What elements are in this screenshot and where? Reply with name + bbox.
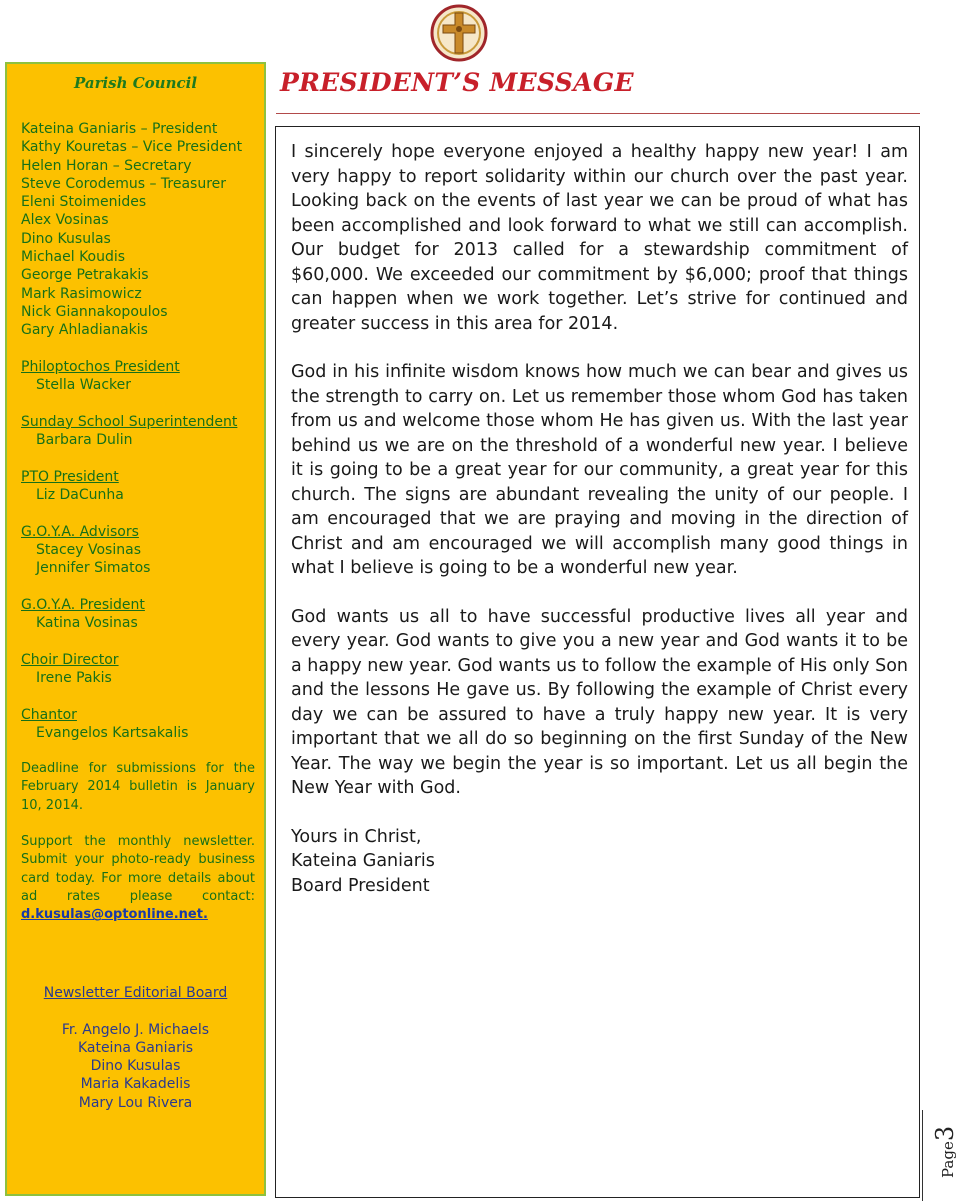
sidebar-title: Parish Council	[73, 74, 198, 92]
group-member: Katina Vosinas	[36, 615, 138, 632]
council-member: Kathy Kouretas – Vice President	[21, 139, 243, 156]
group-title: G.O.Y.A. Advisors	[21, 523, 139, 540]
council-member: Steve Corodemus – Treasurer	[21, 175, 227, 192]
page-title: PRESIDENT’S MESSAGE	[280, 68, 634, 97]
group-member: Evangelos Kartsakalis	[36, 724, 189, 741]
group-member: Jennifer Simatos	[36, 560, 151, 577]
page-word: Page	[939, 1141, 957, 1178]
sunday-school-group	[21, 413, 255, 450]
goya-advisors-group	[21, 523, 255, 578]
group-member: Stella Wacker	[36, 377, 131, 394]
group-title: Philoptochos President	[21, 358, 180, 375]
group-member: Irene Pakis	[36, 669, 112, 686]
council-member: Dino Kusulas	[21, 230, 111, 247]
group-title: Sunday School Superintendent	[21, 413, 238, 430]
council-list	[21, 120, 255, 340]
pto-group	[21, 468, 255, 505]
council-member: Eleni Stoimenides	[21, 194, 147, 211]
group-title: Choir Director	[21, 651, 119, 668]
group-title: PTO President	[21, 468, 119, 485]
signature-line: Kateina Ganiaris	[291, 851, 435, 871]
editorial-member: Dino Kusulas	[90, 1058, 181, 1075]
choir-group	[21, 651, 255, 688]
parish-council-sidebar	[5, 62, 266, 1196]
council-member: Michael Koudis	[21, 249, 126, 266]
editorial-board	[7, 984, 264, 1112]
group-member: Barbara Dulin	[36, 432, 133, 449]
signature-line: Yours in Christ,	[291, 826, 422, 847]
signature-line: Board President	[291, 875, 430, 896]
council-member: Alex Vosinas	[21, 212, 109, 229]
message-paragraph: God in his infinite wisdom knows how much we can bear and gives us the strength to carry on. Let us remember those whom God has taken from us and welcome those whom He has given us. With the last year behind us we are on the threshold of a wonderful new year. I believe it is going to be a great year for our community, a great year for this church. The signs are abundant revealing the unity of our people. I am encouraged that we are praying and moving in the direction of Christ and am encouraged we will accomplish many good things in what I believe is going to be a wonderful new year.	[291, 362, 908, 578]
group-title: Chantor	[21, 706, 77, 723]
title-divider	[276, 113, 920, 114]
council-member: Nick Giannakopoulos	[21, 303, 168, 320]
editorial-title: Newsletter Editorial Board	[43, 985, 228, 1001]
deadline-note: Deadline for submissions for the February 2014 bulletin is January 10, 2014.	[21, 761, 255, 813]
support-text: Support the monthly newsletter. Submit your photo-ready business card today. For more details about ad rates please contact:	[21, 833, 255, 904]
council-member: Gary Ahladianakis	[21, 322, 148, 339]
cross-emblem-icon	[430, 4, 488, 62]
signature	[291, 825, 908, 899]
chantor-group	[21, 706, 255, 743]
philoptochos-group	[21, 358, 255, 395]
council-member: Kateina Ganiaris – President	[21, 121, 218, 137]
editorial-member: Fr. Angelo J. Michaels	[61, 1021, 210, 1038]
page-number: 3	[931, 1125, 959, 1142]
support-email-link[interactable]: d.kusulas@optonline.net.	[21, 907, 208, 923]
goya-president-group	[21, 596, 255, 633]
editorial-member: Maria Kakadelis	[80, 1076, 191, 1093]
group-member: Liz DaCunha	[36, 486, 124, 503]
group-title: G.O.Y.A. President	[21, 596, 145, 613]
support-note	[21, 833, 255, 924]
message-box	[275, 126, 920, 1198]
council-member: Mark Rasimowicz	[21, 285, 142, 302]
council-member: Helen Horan – Secretary	[21, 157, 192, 174]
group-member: Stacey Vosinas	[36, 541, 141, 558]
page-number-label	[931, 1125, 960, 1178]
message-paragraph: I sincerely hope everyone enjoyed a healthy happy new year! I am very happy to report solidarity within our church over the past year. Looking back on the events of last year we can be proud of what has been accomplished and look forward to what we still can accomplish. Our budget for 2013 called for a stewardship commitment of $60,000. We exceeded our commitment by $6,000; proof that things can happen when we work together. Let’s strive for continued and greater success in this area for 2014.	[291, 142, 908, 334]
message-paragraph: God wants us all to have successful productive lives all year and every year. God wants to give you a new year and God wants it to be a happy new year. God wants us to follow the example of His only Son and the lessons He gave us. By following the example of Christ every day we can be assured to have a truly happy new year. It is very important that we all do so beginning on the first Sunday of the New Year. The way we begin the year is so important. Let us all begin the New Year with God.	[291, 606, 909, 798]
council-member: George Petrakakis	[21, 267, 149, 284]
editorial-member: Mary Lou Rivera	[78, 1094, 193, 1111]
editorial-member: Kateina Ganiaris	[77, 1039, 194, 1056]
